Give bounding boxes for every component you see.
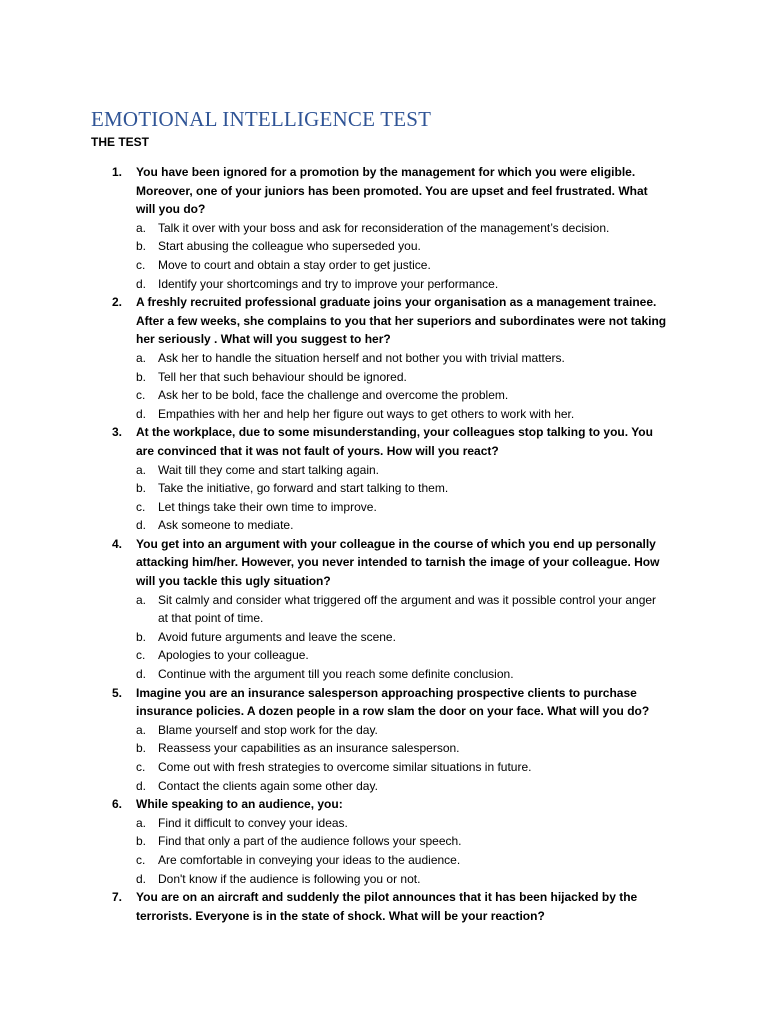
answer-option: [136, 405, 668, 424]
answer-option: [136, 256, 668, 275]
option-text: Find it difficult to convey your ideas.: [158, 815, 348, 830]
option-list: [136, 219, 668, 293]
option-list: [136, 814, 668, 888]
option-list: [136, 349, 668, 423]
option-text: Come out with fresh strategies to overcome similar situations in future.: [158, 760, 532, 774]
option-letter: b.: [136, 369, 147, 384]
option-text: Apologies to your colleague.: [158, 648, 309, 663]
question-item: [0, 423, 668, 535]
option-letter: c.: [136, 257, 146, 272]
option-text: Take the initiative, go forward and start talking to them.: [158, 481, 449, 496]
answer-option: [136, 646, 668, 665]
option-letter: b.: [136, 741, 147, 756]
option-text: Ask her to handle the situation herself and not bother you with trivial matters.: [158, 350, 565, 365]
answer-option: [136, 628, 668, 647]
option-letter: c.: [136, 760, 146, 774]
option-text: Talk it over with your boss and ask for reconsideration of the management’s decision.: [158, 220, 610, 235]
option-letter: a.: [136, 815, 147, 830]
answer-option: [136, 814, 668, 833]
answer-option: [136, 591, 668, 628]
option-text: Are comfortable in conveying your ideas to the audience.: [158, 852, 461, 867]
option-letter: a.: [136, 462, 147, 477]
question-list: [0, 163, 768, 925]
option-letter: b.: [136, 834, 147, 849]
answer-option: [136, 461, 668, 480]
question-text: You have been ignored for a promotion by the management for which you were eligible. Moreover, one of your juniors has been promoted. You are upset and feel frustrated. What will you do?: [136, 165, 648, 217]
question-number: 7.: [112, 890, 123, 905]
answer-option: [136, 516, 668, 535]
option-letter: a.: [136, 722, 147, 737]
option-text: Move to court and obtain a stay order to get justice.: [158, 257, 431, 272]
answer-option: [136, 219, 668, 238]
option-letter: b.: [136, 481, 147, 496]
option-letter: a.: [136, 350, 147, 365]
question-number: 4.: [112, 536, 123, 551]
question-text: You get into an argument with your colleague in the course of which you end up personally attacking him/her. However, you never intended to tarnish the image of your colleague. How will you tackle this ugly situation?: [136, 536, 660, 589]
option-text: Let things take their own time to improve.: [158, 499, 377, 514]
option-letter: c.: [136, 499, 146, 514]
option-text: Blame yourself and stop work for the day.: [158, 722, 378, 737]
option-text: Find that only a part of the audience follows your speech.: [158, 834, 462, 849]
option-text: Avoid future arguments and leave the scene.: [158, 629, 396, 644]
question-item: [0, 684, 668, 796]
option-text: Ask her to be bold, face the challenge and overcome the problem.: [158, 388, 509, 403]
answer-option: [136, 777, 668, 796]
question-text: Imagine you are an insurance salesperson approaching prospective clients to purchase insurance policies. A dozen people in a row slam the door on your face. What will you do?: [136, 685, 650, 719]
answer-option: [136, 870, 668, 889]
option-text: Start abusing the colleague who superseded you.: [158, 239, 421, 254]
question-text: At the workplace, due to some misunderstanding, your colleagues stop talking to you. You are convinced that it was not fault of yours. How will you react?: [136, 425, 653, 458]
question-item: [0, 293, 668, 423]
option-list: [136, 721, 668, 795]
answer-option: [136, 498, 668, 517]
answer-option: [136, 349, 668, 368]
option-letter: b.: [136, 239, 147, 254]
option-text: Continue with the argument till you reach some definite conclusion.: [158, 667, 514, 682]
option-text: Ask someone to mediate.: [158, 518, 294, 533]
answer-option: [136, 851, 668, 870]
question-number: 1.: [112, 165, 123, 179]
option-text: Sit calmly and consider what triggered off the argument and was it possible control your anger at that point of time.: [158, 592, 657, 626]
option-text: Contact the clients again some other day.: [158, 778, 378, 793]
option-letter: c.: [136, 388, 146, 403]
question-item: [0, 795, 668, 888]
option-letter: d.: [136, 778, 147, 793]
answer-option: [136, 386, 668, 405]
option-letter: a.: [136, 220, 147, 235]
answer-option: [136, 479, 668, 498]
question-text: While speaking to an audience, you:: [136, 797, 343, 812]
answer-option: [136, 368, 668, 387]
question-item: [0, 888, 668, 925]
question-item: [0, 163, 668, 293]
option-text: Don't know if the audience is following you or not.: [158, 871, 421, 886]
option-letter: d.: [136, 667, 147, 682]
answer-option: [136, 832, 668, 851]
answer-option: [136, 739, 668, 758]
section-heading: THE TEST: [91, 135, 150, 149]
question-text: You are on an aircraft and suddenly the pilot announces that it has been hijacked by the terrorists. Everyone is in the state of shock. What will be your reaction?: [136, 890, 638, 923]
document-title: EMOTIONAL INTELLIGENCE TEST: [91, 107, 432, 131]
option-text: Empathies with her and help her figure out ways to get others to work with her.: [158, 406, 575, 421]
option-letter: d.: [136, 518, 147, 533]
question-text: A freshly recruited professional graduate joins your organisation as a management trainee. After a few weeks, she complains to you that her superiors and subordinates were not taking her seriously . What will you suggest to her?: [136, 295, 667, 347]
option-text: Identify your shortcomings and try to improve your performance.: [158, 276, 499, 291]
option-list: [136, 461, 668, 535]
option-letter: a.: [136, 592, 147, 607]
question-number: 2.: [112, 295, 123, 310]
question-number: 5.: [112, 685, 123, 700]
option-list: [136, 591, 668, 684]
option-letter: d.: [136, 276, 147, 291]
question-number: 3.: [112, 425, 123, 440]
option-letter: c.: [136, 648, 146, 663]
option-letter: b.: [136, 629, 147, 644]
option-text: Reassess your capabilities as an insurance salesperson.: [158, 741, 460, 756]
answer-option: [136, 721, 668, 740]
answer-option: [136, 237, 668, 256]
question-item: [0, 535, 668, 684]
answer-option: [136, 758, 668, 777]
option-text: Wait till they come and start talking again.: [158, 462, 379, 477]
option-letter: d.: [136, 406, 147, 421]
option-letter: c.: [136, 852, 146, 867]
option-text: Tell her that such behaviour should be ignored.: [158, 369, 407, 384]
answer-option: [136, 665, 668, 684]
option-letter: d.: [136, 871, 147, 886]
answer-option: [136, 275, 668, 294]
question-number: 6.: [112, 797, 123, 812]
